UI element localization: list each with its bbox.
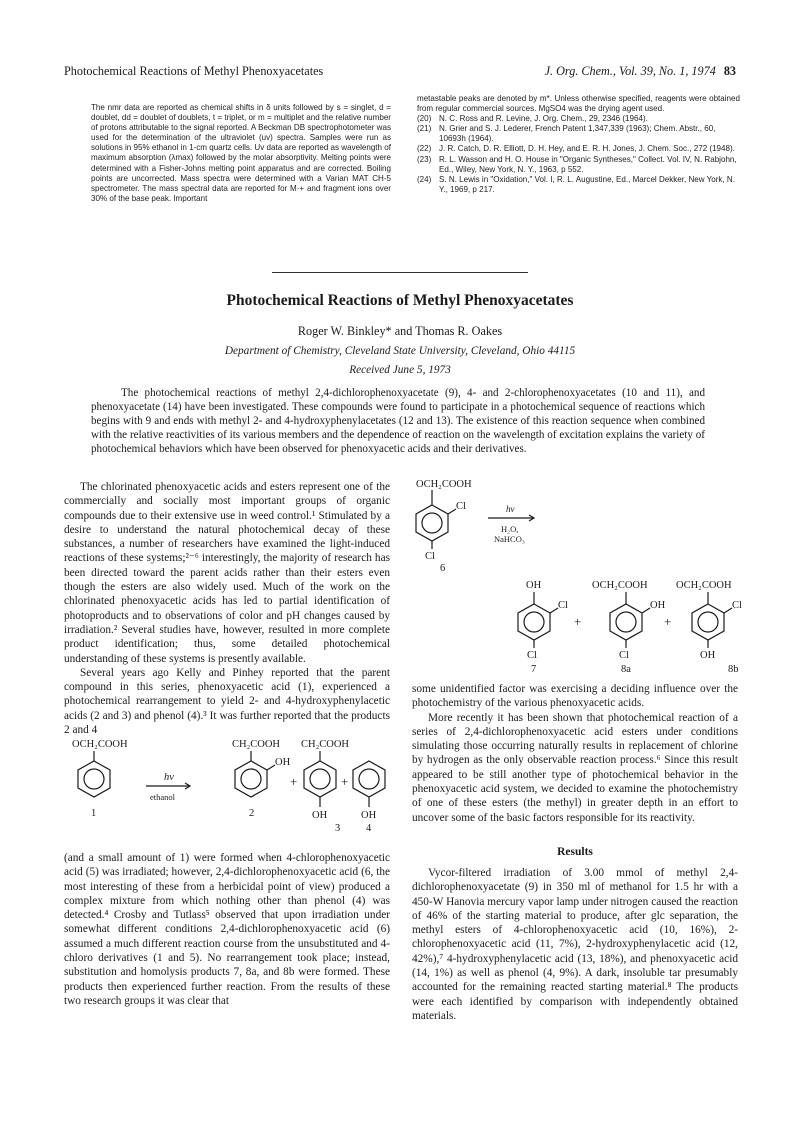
- reference-number: (21): [417, 124, 432, 134]
- body-column-right-top: [412, 682, 738, 825]
- scheme2-product8b-cl: Cl: [732, 600, 742, 611]
- article-affiliation: Department of Chemistry, Cleveland State University, Cleveland, Ohio 44115: [224, 345, 576, 357]
- scheme2-product8b-group: OCH₂COOH: [676, 580, 732, 591]
- scheme2-product7-cl-ortho: Cl: [558, 600, 568, 611]
- scheme1-arrow-solvent: ethanol: [150, 792, 176, 802]
- scheme1-product4-oh: OH: [361, 810, 377, 821]
- reference-item: [417, 155, 740, 175]
- paragraph-results: Vycor-filtered irradiation of 3.00 mmol of methyl 2,4-dichlorophenoxyacetate (9) in 350 ml of methanol for 1.5 hr with a 450-W Hanovia mercury vapor lamp under nitrogen caused the reaction of 46% of the starting material to produce, after glc separation, the methyl esters of 4-chlorophenoxyacetic acid (10, 16%), 2-chlorophenoxyacetic acid (11, 7%), 2-hydroxyphenylacetic acid (12, 42%),⁷ 4-hydroxyphenylacetic acid (13, 18%), and phenoxyacetic acid (14, 1%) as well as phenol (4, 9%). A dark, insoluble tar presumably accounted for the remaining reacted starting material.⁸ The products were each identified by comparison with independently obtained materials.: [412, 867, 738, 1022]
- scheme2-label-6: 6: [440, 563, 446, 574]
- scheme2-product7-cl-para: Cl: [527, 650, 537, 661]
- running-header-journal: [545, 64, 736, 79]
- scheme1-label-3: 3: [335, 823, 341, 834]
- scheme2-label-8b: 8b: [728, 664, 739, 675]
- scheme2-arrow-base: NaHCO₃: [494, 534, 525, 544]
- scheme2-reactant-cl-para: Cl: [425, 551, 435, 562]
- received-date: Received June 5, 1973: [349, 364, 451, 376]
- scheme1-label-4: 4: [366, 823, 372, 834]
- reference-number: (23): [417, 154, 432, 164]
- references: [417, 114, 740, 195]
- body-column-right-results: [412, 866, 738, 1023]
- scheme2-product7-oh: OH: [526, 580, 542, 591]
- scheme1-product3-oh: OH: [312, 810, 328, 821]
- reference-number: (20): [417, 114, 432, 124]
- reference-number: (22): [417, 144, 432, 154]
- reference-number: (24): [417, 174, 432, 184]
- journal-citation: J. Org. Chem., Vol. 39, No. 1, 1974: [544, 64, 716, 78]
- scheme2-reactant-cl-ortho: Cl: [456, 501, 466, 512]
- scheme1-label-2: 2: [249, 808, 255, 819]
- reference-text: R. L. Wasson and H. O. House in "Organic Syntheses," Collect. Vol. IV, N. Rabjohn, Ed., Wiley, New York, N. Y., 1963, p 552.: [439, 154, 737, 174]
- reference-text: S. N. Lewis in "Oxidation," Vol. I, R. L. Augustine, Ed., Marcel Dekker, New York, N. Y., 1969, p 217.: [439, 174, 735, 194]
- scheme2-plus-1: +: [574, 614, 582, 629]
- reference-item: [417, 114, 740, 124]
- scheme-2: [412, 476, 752, 676]
- scheme1-product2-oh: OH: [275, 757, 291, 768]
- paragraph-intro: The chlorinated phenoxyacetic acids and esters represent one of the commercially and socially most important groups of organic compounds due to their extensive use in weed control.¹ Stimulated by a desire to understand the natural photochemical decay of these substances, a number of researchers have examined the light-induced reactions of these systems;²⁻⁶ interestingly, the majority of research has been directed toward the parent acids rather than their esters even though the esters are also widely used. Much of the work on the chlorinated phenoxyacetic acids has led to partial identification of photoproducts and to observations of color and pH changes caused by irradiation.² Several studies have, however, resulted in more complete product identification; thus, some detailed photochemical understanding of these systems is presently available.: [64, 481, 390, 665]
- reference-item: [417, 175, 740, 195]
- reference-text: J. R. Catch, D. R. Elliott, D. H. Hey, and E. R. H. Jones, J. Chem. Soc., 272 (1948).: [439, 144, 735, 154]
- scheme2-product8a-oh: OH: [650, 600, 666, 611]
- reference-item: [417, 144, 740, 154]
- page-number: 83: [723, 64, 736, 78]
- running-header-title: Photochemical Reactions of Methyl Phenoxyacetates: [64, 64, 324, 78]
- experimental-note-continued: metastable peaks are denoted by m*. Unless otherwise specified, reagents were obtained from regular commercial sources. MgSO4 was the drying agent used.: [417, 94, 740, 114]
- reference-text: N. C. Ross and R. Levine, J. Org. Chem., 29, 2346 (1964).: [439, 114, 648, 124]
- experimental-note: The nmr data are reported as chemical shifts in δ units followed by s = singlet, d = doublet, dd = doublet of doublets, t = triplet, or m = multiplet and the relative number of protons attributable to the signal reported. A Beckman DB spectrophotometer was used for the determination of the ultraviolet (uv) spectra. Samples were run as solutions in 95% ethanol in 1-cm quartz cells. Uv data are reported as wavelength of maximum absorption (λmax) followed by the molar absorptivity. Melting points were determined with a Fisher-Johns melting point apparatus and are corrected. Boiling points are uncorrected. Mass spectra were determined with a Varian MAT CH-5 spectrometer. The mass spectral data are reported for M·+ and fragment ions over 30% of the base peak. Important: [91, 103, 391, 203]
- paragraph-unidentified-factor: some unidentified factor was exercising a deciding influence over the photochemistry of the various phenoxyacetic acids.: [412, 683, 738, 710]
- paragraph-kelly-pinhey: Several years ago Kelly and Pinhey reported that the parent compound in this series, phenoxyacetic acid (1), experienced a photochemical rearrangement to yield 2- and 4-hydroxyphenylacetic acids (2 and 3) and phenol (4).³ It was further reported that the products 2 and 4: [64, 666, 390, 737]
- results-heading: Results: [557, 846, 593, 858]
- scheme-1: [64, 738, 404, 850]
- scheme1-product3-group: CH₂COOH: [301, 739, 349, 750]
- section-divider: [272, 272, 528, 273]
- scheme1-arrow-light: hν: [164, 772, 174, 783]
- abstract: The photochemical reactions of methyl 2,4-dichlorophenoxyacetate (9), 4- and 2-chlorophenoxyacetates (10 and 11), and phenoxyacetate (14) have been investigated. These compounds were found to participate in a photochemical sequence of reactions which begins with 9 and ends with methyl 2- and 4-hydroxyphenylacetates (12 and 13). The existence of this reaction sequence when combined with the relative reactivities of its various members and the dependence of reaction on the wavelength of excitation explains the variety of photochemical behaviors which have been observed for phenoxyacetic acids and their derivatives.: [91, 387, 705, 455]
- scheme2-product8a-cl: Cl: [619, 650, 629, 661]
- scheme1-plus-1: +: [290, 774, 298, 789]
- scheme2-product8a-group: OCH₂COOH: [592, 580, 648, 591]
- scheme2-label-7: 7: [531, 664, 537, 675]
- reference-text: N. Grier and S. J. Lederer, French Patent 1,347,339 (1963); Chem. Abstr., 60, 10693h (1964).: [439, 124, 716, 144]
- scheme1-product2-group: CH₂COOH: [232, 739, 280, 750]
- scheme1-reactant-group: OCH₂COOH: [72, 739, 128, 750]
- reference-item: [417, 124, 740, 144]
- scheme1-plus-2: +: [341, 774, 349, 789]
- scheme2-label-8a: 8a: [621, 664, 631, 675]
- scheme1-label-1: 1: [91, 808, 97, 819]
- body-column-left-top: [64, 480, 390, 737]
- article-title: Photochemical Reactions of Methyl Phenoxyacetates: [226, 292, 574, 309]
- scheme2-arrow-solvent: H₂O,: [501, 524, 519, 534]
- paragraph-esters: More recently it has been shown that photochemical reaction of a series of 2,4-dichlorophenoxyacetic acid esters under conditions simulating those occurring naturally results in replacement of chlorine by hydrogen as the only observable reaction process.⁶ Since this result appeared to be still another type of photochemical behavior in the phenoxyacetic acid system, we decided to examine the photochemistry of one of these esters (the methyl) in greater depth in an effort to uncover some of the basic factors responsible for its reactivity.: [412, 711, 738, 824]
- scheme2-plus-2: +: [664, 614, 672, 629]
- scheme2-product8b-oh: OH: [700, 650, 716, 661]
- reference-list: [417, 94, 740, 195]
- article-authors: Roger W. Binkley* and Thomas R. Oakes: [297, 324, 503, 338]
- scheme2-reactant-group: OCH₂COOH: [416, 479, 472, 490]
- body-column-left-bottom: [64, 851, 390, 1008]
- paragraph-crosby: (and a small amount of 1) were formed when 4-chlorophenoxyacetic acid (5) was irradiated; however, 2,4-dichlorophenoxyacetic acid (6, the most interesting of these from a herbicidal point of view) produced a complex mixture from which nothing other than phenol (4) was detected.⁴ Crosby and Tutlass⁵ observed that upon irradiation under somewhat different conditions 2,4-dichlorophenoxyacetic acid (6) assumed a much different reaction course from the unsubstituted and 4-chloro derivatives (1 and 5). No rearrangement took place; instead, substitution and homolysis products 7, 8a, and 8b were formed. These products then experienced further reaction. From the results of these two research groups it was clear that: [64, 852, 390, 1007]
- scheme2-arrow-light: hν: [506, 504, 515, 514]
